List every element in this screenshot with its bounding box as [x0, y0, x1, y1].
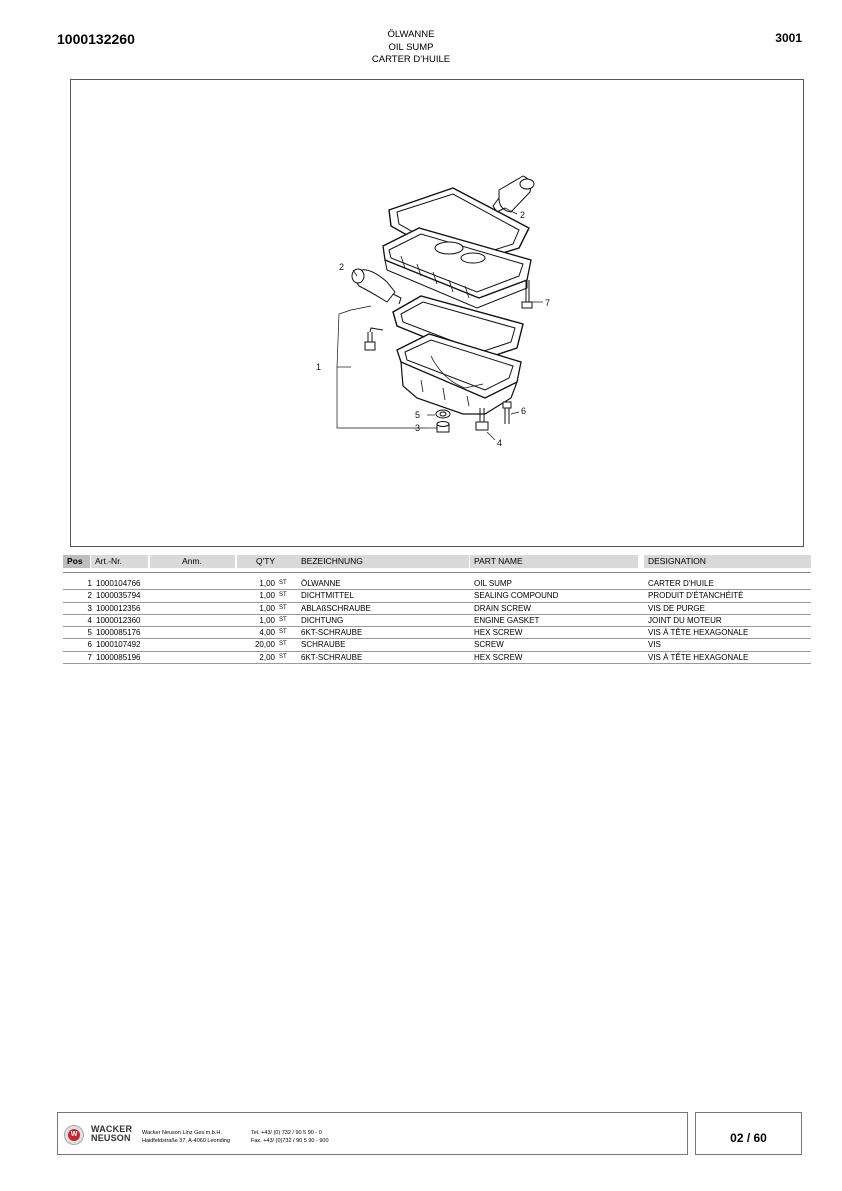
- footer-company: [57, 1112, 688, 1155]
- cell-unit: ST: [279, 616, 287, 623]
- cell-pos: 2: [87, 591, 92, 601]
- cell-qty: 1,00: [259, 615, 275, 625]
- cell-bezeichnung: DICHTUNG: [301, 615, 344, 625]
- group-number: 3001: [775, 31, 802, 45]
- parts-table-body: [63, 578, 811, 664]
- cell-bezeichnung: 6KT-SCHRAUBE: [301, 628, 363, 638]
- cell-designation: VIS DE PURGE: [648, 603, 705, 613]
- exploded-view-diagram: [70, 79, 804, 547]
- cell-art-nr: 1000012356: [96, 603, 141, 613]
- sealant-tube-top: [493, 176, 534, 212]
- cell-part-name: HEX SCREW: [474, 628, 523, 638]
- oil-sump-drawing: [71, 80, 805, 548]
- cell-part-name: ENGINE GASKET: [474, 615, 540, 625]
- cell-part-name: DRAIN SCREW: [474, 603, 531, 613]
- telephone: Tel. +43/ (0) 732 / 90 5 90 - 0: [251, 1130, 322, 1136]
- cell-unit: ST: [279, 629, 287, 636]
- table-row: [63, 627, 811, 639]
- cell-pos: 4: [87, 615, 92, 625]
- table-header: [63, 555, 811, 568]
- company-name: Wacker Neuson Linz Ges.m.b.H.: [142, 1130, 222, 1136]
- col-pos: Pos: [63, 555, 90, 568]
- callout-2-left: 2: [339, 262, 345, 272]
- callout-7: 7: [545, 298, 551, 308]
- col-bezeichnung: BEZEICHNUNG: [297, 555, 469, 568]
- sealant-tube-left: [352, 269, 401, 304]
- logo-line-2: NEUSON: [91, 1133, 131, 1143]
- cell-designation: CARTER D'HUILE: [648, 579, 714, 588]
- cell-designation: VIS À TÊTE HEXAGONALE: [648, 628, 749, 638]
- cell-bezeichnung: ÖLWANNE: [301, 579, 341, 588]
- cell-designation: JOINT DU MOTEUR: [648, 615, 722, 625]
- cell-qty: 4,00: [259, 628, 275, 638]
- cell-unit: ST: [279, 653, 287, 660]
- cell-qty: 2,00: [259, 652, 275, 662]
- cell-pos: 3: [87, 603, 92, 613]
- document-number: 1000132260: [57, 31, 135, 47]
- cell-bezeichnung: ABLAßSCHRAUBE: [301, 603, 371, 613]
- title-german: ÖLWANNE: [387, 29, 435, 40]
- cell-qty: 1,00: [259, 579, 275, 588]
- bolt-left: [365, 328, 383, 350]
- table-row: [63, 615, 811, 627]
- company-address: [142, 1130, 230, 1145]
- logo-line-1: WACKER: [91, 1124, 133, 1134]
- cell-part-name: SEALING COMPOUND: [474, 591, 559, 601]
- col-art-nr: Art.-Nr.: [91, 555, 148, 568]
- cell-part-name: SCREW: [474, 640, 504, 650]
- drain-screw-3: [437, 422, 449, 433]
- cell-art-nr: 1000104766: [96, 579, 141, 588]
- fax: Fax. +43/ (0)732 / 90 5 90 - 900: [251, 1137, 329, 1144]
- cell-unit: ST: [279, 592, 287, 599]
- cell-qty: 20,00: [254, 640, 275, 650]
- wacker-neuson-logo-icon: W: [64, 1125, 84, 1145]
- logo-wordmark: [91, 1125, 132, 1143]
- table-row: [63, 590, 811, 602]
- page-number: 02 / 60: [730, 1131, 767, 1145]
- title-english: OIL SUMP: [388, 41, 434, 53]
- contact-numbers: [251, 1130, 329, 1145]
- cell-art-nr: 1000085176: [96, 628, 141, 638]
- callout-1: 1: [316, 362, 322, 372]
- table-row: [63, 578, 811, 590]
- cell-designation: PRODUIT D'ÉTANCHÉITÉ: [648, 591, 744, 601]
- table-row: [63, 652, 811, 664]
- table-rule: [63, 572, 811, 573]
- cell-art-nr: 1000107492: [96, 640, 141, 650]
- callout-5: 4: [497, 438, 503, 448]
- screw-6: [503, 402, 511, 424]
- hex-screw-5: [476, 408, 488, 430]
- cell-part-name: HEX SCREW: [474, 652, 523, 662]
- cell-bezeichnung: SCHRAUBE: [301, 640, 346, 650]
- cell-part-name: OIL SUMP: [474, 579, 512, 588]
- cell-pos: 5: [87, 628, 92, 638]
- cell-pos: 7: [87, 652, 92, 662]
- cell-bezeichnung: 6KT-SCHRAUBE: [301, 652, 363, 662]
- col-part-name: PART NAME: [470, 555, 638, 568]
- callout-6: 6: [521, 406, 527, 416]
- cell-pos: 6: [87, 640, 92, 650]
- cell-pos: 1: [87, 579, 92, 588]
- title-french: CARTER D'HUILE: [371, 54, 451, 65]
- cell-unit: ST: [279, 641, 287, 648]
- table-row: [63, 639, 811, 651]
- cell-bezeichnung: DICHTMITTEL: [301, 591, 354, 601]
- cell-unit: ST: [279, 604, 287, 611]
- footer-page-box: [695, 1112, 802, 1155]
- col-anm: Anm.: [150, 555, 235, 568]
- cell-qty: 1,00: [259, 603, 275, 613]
- cell-unit: ST: [279, 580, 287, 586]
- cell-art-nr: 1000035794: [96, 591, 141, 601]
- table-row: [63, 603, 811, 615]
- street-address: Haidfeldstraße 37, A-4060 Leonding: [142, 1137, 231, 1144]
- callout-4: 5: [415, 410, 421, 420]
- col-designation: DESIGNATION: [644, 555, 811, 568]
- callout-3: 3: [415, 423, 421, 433]
- cell-qty: 1,00: [259, 591, 275, 601]
- cell-art-nr: 1000012360: [96, 615, 141, 625]
- page-title: [311, 29, 511, 67]
- callout-2-top: 2: [520, 210, 526, 220]
- cell-designation: VIS À TÊTE HEXAGONALE: [648, 652, 749, 662]
- washer-4: [436, 410, 450, 418]
- col-qty: Q'TY: [237, 555, 297, 568]
- cell-designation: VIS: [648, 640, 661, 650]
- cell-art-nr: 1000085196: [96, 652, 141, 662]
